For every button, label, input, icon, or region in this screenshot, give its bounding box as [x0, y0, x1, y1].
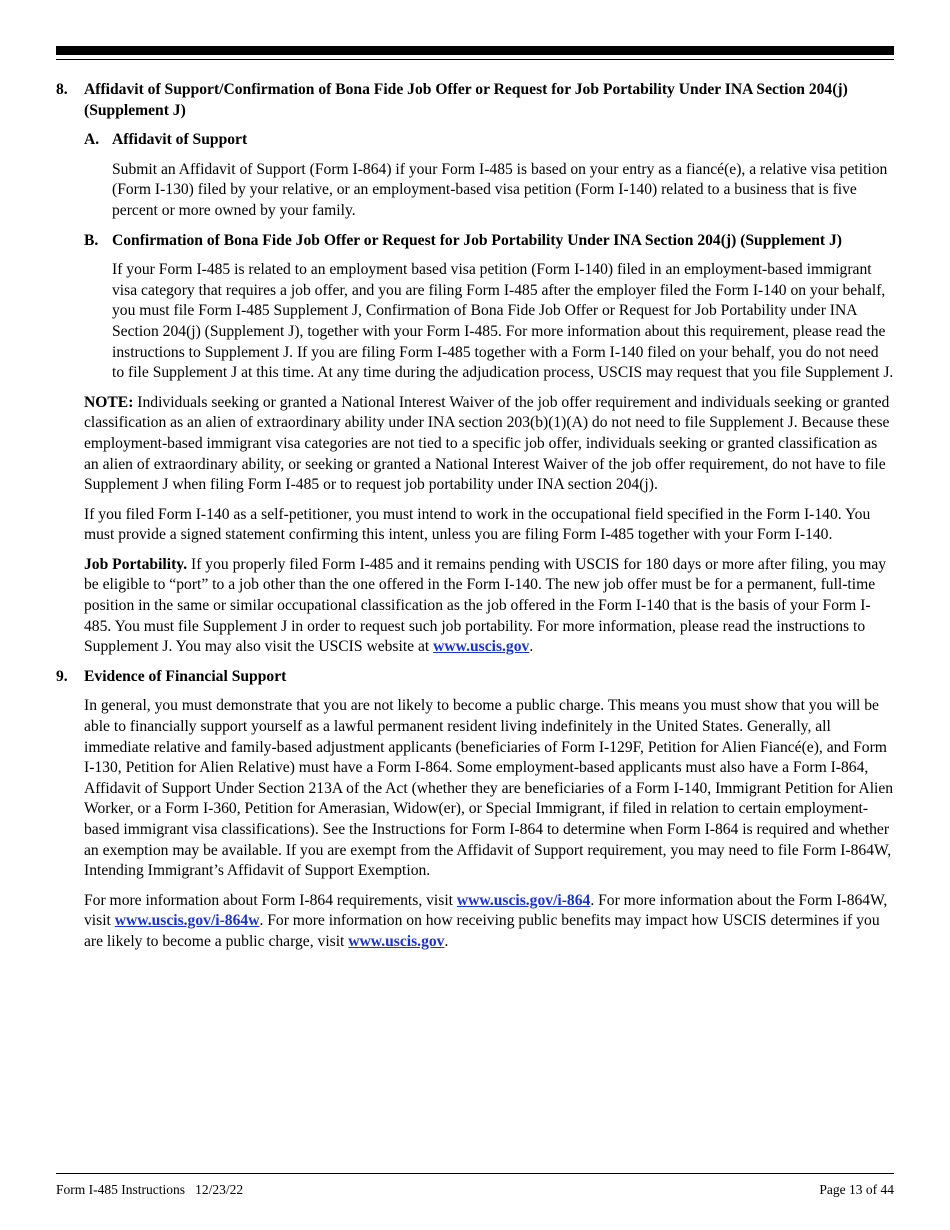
section-title: Evidence of Financial Support	[84, 667, 287, 685]
subsection-title: Affidavit of Support	[112, 131, 248, 149]
i-864-link[interactable]: www.uscis.gov/i-864	[456, 891, 591, 909]
header-thin-rule	[56, 59, 894, 60]
self-petitioner-paragraph: If you filed Form I-140 as a self-petitioner, you must intend to work in the occupational field specified in the Form I-140. You must provide a signed statement confirming this intent, unless you are filing Form I-485 together with your Form I-140.	[84, 505, 871, 544]
note-paragraph	[84, 393, 894, 496]
more-information-paragraph	[84, 891, 894, 953]
section-9-heading	[56, 667, 894, 688]
punctuation: .	[529, 638, 534, 656]
subsection-a-body: Submit an Affidavit of Support (Form I-864) if your Form I-485 is based on your entry as a fiancé(e), a relative visa petition (Form I-130) filed by your relative, or an employment-based visa petition (Form I-140) related to a business that is five percent or more owned by your family.	[112, 160, 888, 219]
text-run: . For more information on how receiving public benefits may impact how USCIS determines if you are likely to become a public charge, visit	[84, 912, 880, 950]
uscis-website-link[interactable]: www.uscis.gov	[348, 932, 445, 950]
job-portability-label: Job Portability.	[84, 555, 188, 573]
uscis-website-link[interactable]: www.uscis.gov	[433, 638, 530, 656]
text-run: . For more information about the Form I-864W, visit	[84, 891, 888, 930]
text-run: For more information about Form I-864 requirements, visit	[84, 891, 457, 909]
financial-support-body: In general, you must demonstrate that you are not likely to become a public charge. This means you must show that you will be able to financially support yourself as a lawful permanent resident living indefinitely in the United States. Generally, all immediate relative and family-based adjustment applicants (beneficiaries of Form I-129F, Petition for Alien Fiancé(e), and Form I-130, Petition for Alien Relative) must have a Form I-864. Some employment-based applicants must also have a Form I-864, Affidavit of Support Under Section 213A of the Act (whether they are beneficiaries of a Form I-140, Immigrant Petition for Alien Worker, or a Form I-360, Petition for Amerasian, Widow(er), or Special Immigrant, if filed in relation to certain employment-based immigrant visa classifications). See the Instructions for Form I-864 to determine when Form I-864 is required and whether an exemption may be available. If you are exempt from the Affidavit of Support requirement, you may need to file Form I-864W, Intending Immigrant’s Affidavit of Support Exemption.	[84, 697, 894, 880]
subsection-b-body: If your Form I-485 is related to an employment based visa petition (Form I-140) filed in an employment-based immigrant visa category that requires a job offer, and you are filing Form I-485 after the employer filed the Form I-140 on your behalf, you must file Form I-485 Supplement J, Confirmation of Bona Fide Job Offer or Request for Job Portability under INA Section 204(j) (Supplement J), together with your Form I-485. For more information about this requirement, please read the instructions to Supplement J. If you are filing Form I-485 together with a Form I-140 filed on your behalf, you do not need to file Supplement J at this time. At any time during the adjudication process, USCIS may request that you file Supplement J.	[112, 261, 894, 382]
subsection-letter: A.	[84, 131, 100, 149]
subsection-b-heading	[84, 231, 894, 252]
job-portability-body: If you properly filed Form I-485 and it remains pending with USCIS for 180 days or more after filing, you may be eligible to “port” to a job other than the one offered in the Form I-140. The new job offer must be for a permanent, full-time position in the same or similar occupational classification as the job offered in the Form I-140 that is the basis of your Form I-485. You must file Supplement J in order to request such job portability. For more information, please read the instructions to Supplement J. You may also visit the USCIS website at	[84, 555, 887, 656]
section-number: 9.	[56, 667, 68, 685]
note-body: Individuals seeking or granted a National Interest Waiver of the job offer requirement and individuals seeking or granted classification as an alien of extraordinary ability under INA section 203(b)(1)(A) do not need to file Supplement J. Because these employment-based immigrant visa categories are not tied to a specific job offer, individuals seeking or granted classification as an alien of extraordinary ability, or seeking or granted a National Interest Waiver of the job offer requirement, do not have to file Supplement J when filing Form I-485 or to request job portability under INA section 204(j).	[84, 393, 890, 494]
section-number: 8.	[56, 81, 68, 98]
header-rule	[56, 46, 894, 55]
punctuation: .	[444, 932, 449, 950]
section-title: Affidavit of Support/Confirmation of Bona Fide Job Offer or Request for Job Portability Under INA Section 204(j) (Supplement J)	[84, 81, 848, 119]
page-content	[56, 80, 894, 953]
job-portability-paragraph	[84, 555, 894, 658]
section-8-heading	[56, 80, 894, 121]
i-864w-link[interactable]: www.uscis.gov/i-864w	[114, 912, 260, 930]
footer-form-id: Form I-485 Instructions 12/23/22	[56, 1182, 244, 1197]
subsection-letter: B.	[84, 231, 99, 249]
subsection-a-heading	[84, 130, 894, 151]
subsection-title: Confirmation of Bona Fide Job Offer or Request for Job Portability Under INA Section 204(j) (Supplement J)	[112, 231, 842, 249]
footer-page-number: Page 13 of 44	[819, 1182, 894, 1197]
footer-rule	[56, 1173, 894, 1174]
note-label: NOTE:	[84, 393, 134, 411]
